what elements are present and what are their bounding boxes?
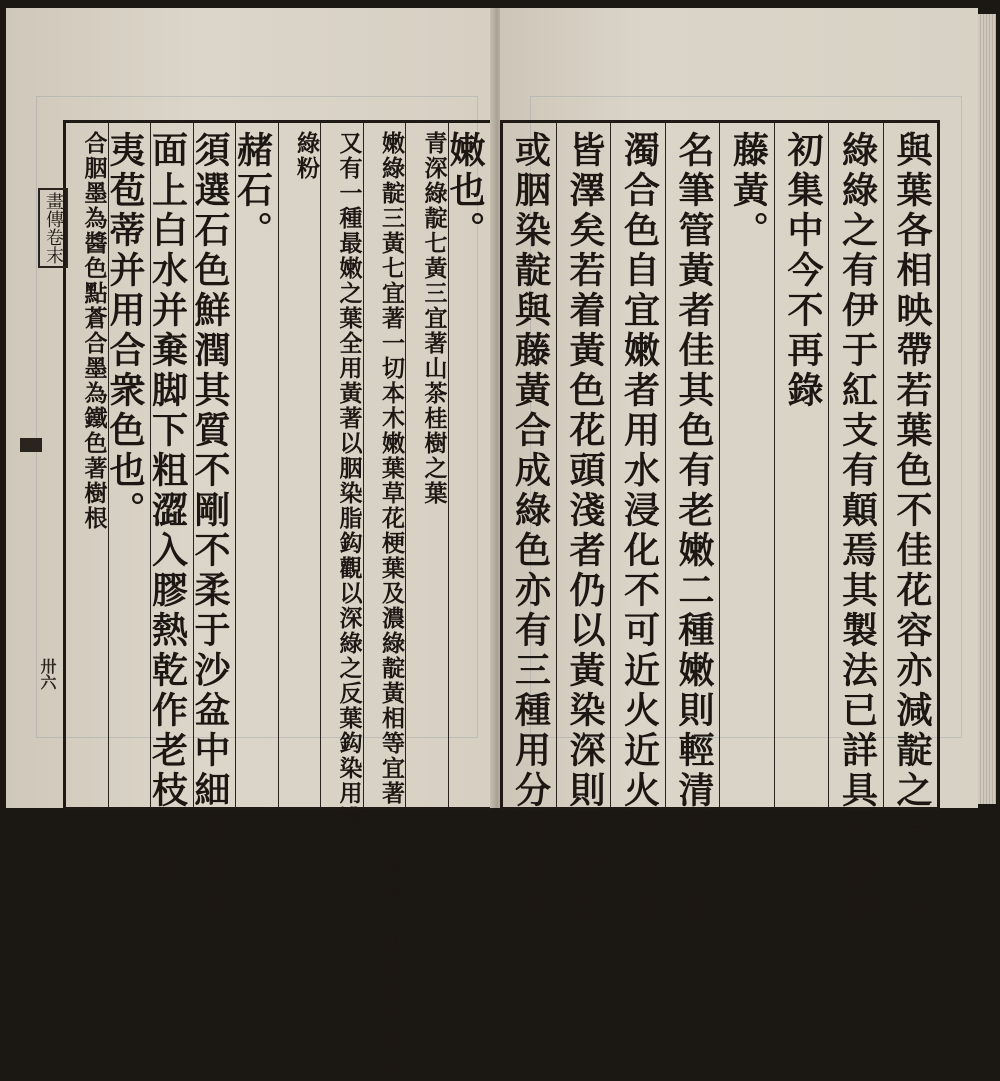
annotation-left: 嫩綠靛三黃七宜著一切本木嫩葉草花梗葉及 (378, 131, 405, 606)
text-column: 藤黃。 (727, 131, 770, 251)
text-column (365, 131, 404, 1081)
annotation-left: 合胭墨為醬色點蒼 (80, 131, 108, 331)
left-page (6, 8, 494, 1081)
column-rule (405, 123, 406, 807)
text-column: 綠綠之有伊于紅支有顛焉其製法已詳具于畫傳 (836, 131, 879, 931)
left-text-frame (63, 120, 493, 1081)
text-column: 赭石。 (231, 131, 274, 251)
column-rule (774, 123, 775, 807)
annotation-right: 深綠靛七黃三宜著山茶桂樹之葉 (420, 156, 448, 506)
fish-tail-mark (20, 438, 42, 452)
column-rule (828, 123, 829, 807)
text-column: 嫩也。 (444, 131, 486, 251)
text-column (67, 131, 106, 531)
column-rule (883, 123, 884, 807)
column-rule (193, 123, 194, 807)
column-rule (665, 123, 666, 807)
column-rule (278, 123, 279, 807)
text-column (407, 131, 446, 506)
page-number: 卅六 (38, 658, 57, 690)
right-page (500, 8, 978, 931)
text-column (322, 131, 361, 856)
text-column: 夷苞蒂并用合衆色也。 (104, 131, 146, 531)
column-rule (719, 123, 720, 807)
text-column: 皆澤矣若着黃色花頭淺者仍以黃染深則用赭染 (564, 131, 606, 931)
column-rule (610, 123, 611, 807)
text-column: 面上白水并棄脚下粗澀入膠熱乾作老枝枯葉辛 (146, 131, 189, 931)
annotation-right: 濃綠靛黃相等宜著一切濃厚之葉鈎染用深綠 (378, 606, 405, 1081)
page-edges (978, 14, 996, 804)
column-rule (235, 123, 236, 807)
column-rule (150, 123, 151, 807)
column-rule (320, 123, 321, 807)
text-column: 與葉各相映帶若葉色不佳花容亦減靛之有伊于 (891, 131, 933, 931)
text-column: 須選石色鮮潤其質不剛不柔于沙盆中細磨澄去 (189, 131, 231, 931)
text-column: 或胭染靛與藤黃合成綠色亦有三種用分深淺老 (509, 131, 552, 931)
annotation-left: 青 (420, 131, 448, 156)
annotation-right: 合墨為鐵色著樹根 (80, 331, 108, 531)
column-rule (448, 123, 449, 807)
annotation-right: 綠粉 (293, 131, 320, 181)
text-column: 名筆管黃者佳其色有老嫩二種嫩則輕清老則重 (673, 131, 715, 931)
text-column: 濁合色自宜嫩者用水浸化不可近火近火則凝滯 (618, 131, 661, 931)
text-column: 初集中今不再錄 (782, 131, 824, 411)
annotation-right: 深綠之反葉鈎染用濃綠 (335, 606, 363, 856)
annotation-left: 又有一種最嫩之葉全用黃著以胭染脂鈎觀以 (335, 131, 363, 606)
column-rule (556, 123, 557, 807)
margin-title: 畫傳卷末 (38, 188, 68, 268)
text-column (280, 131, 319, 181)
right-text-frame (500, 120, 940, 931)
